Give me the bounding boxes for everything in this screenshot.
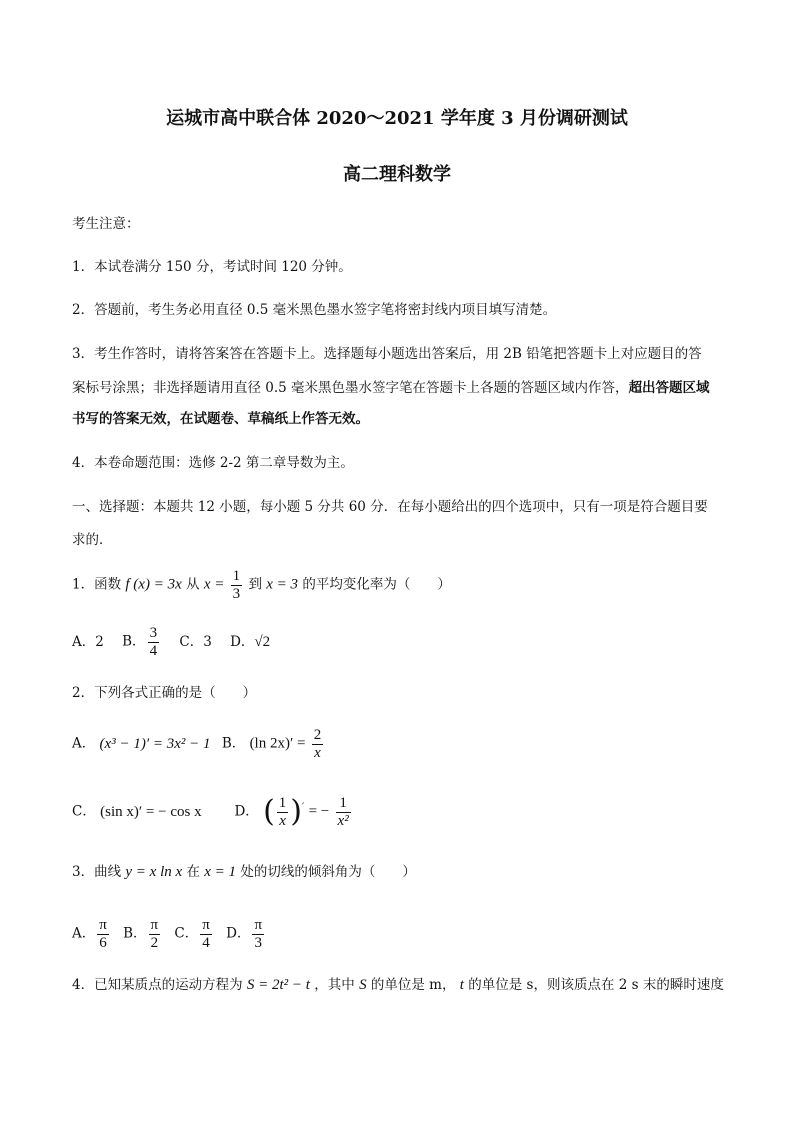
- q3-option-b-num: π: [150, 917, 159, 933]
- q2-option-d-eq: = −: [308, 803, 330, 820]
- q3-option-d: [226, 917, 266, 951]
- q3-options: [72, 917, 274, 951]
- q2-option-d-den: x²: [337, 812, 349, 829]
- q4-mid-2: 的单位是 m，: [370, 977, 456, 993]
- q1-options: [72, 625, 284, 659]
- question-3: [72, 862, 416, 882]
- q2-options-row-1: [72, 727, 325, 761]
- q1-from: 从: [186, 576, 200, 593]
- notice-item-3-line-3: 书写的答案无效，在试题卷、草稿纸上作答无效。: [72, 411, 369, 427]
- q2-option-b-lhs: (ln 2x)′ =: [249, 735, 306, 752]
- q1-option-d-value: √2: [254, 633, 271, 650]
- q2-option-a-label: A．: [72, 735, 96, 752]
- q1-option-b-den: 4: [149, 642, 158, 659]
- q1-option-d-label: D．: [230, 633, 255, 650]
- q3-option-c-label: C．: [174, 925, 199, 942]
- q3-prefix: 3．曲线: [72, 864, 122, 880]
- q1-option-b-num: 3: [149, 625, 158, 641]
- q2-option-d-inner-num: 1: [278, 795, 287, 811]
- q1-fraction: [231, 568, 243, 602]
- q2-option-a-expr: (x³ − 1)′ = 3x² − 1: [99, 735, 211, 752]
- q1-option-b-label: B．: [122, 633, 146, 650]
- q2-option-d-num: 1: [336, 795, 351, 813]
- notice-item-2: 2．答题前，考生务必用直径 0.5 毫米黑色墨水签字笔将密封线内项目填写清楚。: [72, 302, 557, 318]
- q3-option-c: [174, 917, 213, 951]
- q4-mid-1: ，其中: [314, 977, 355, 993]
- q2-option-b-label: B．: [221, 735, 246, 752]
- q4-equation: S = 2t² − t: [246, 977, 310, 993]
- q3-option-b: [123, 917, 162, 951]
- q1-x-start-label: x =: [203, 576, 225, 593]
- q3-suffix: 处的切线的倾斜角为（ ）: [240, 864, 416, 880]
- question-2: 2．下列各式正确的是（ ）: [72, 685, 257, 701]
- q3-option-b-label: B．: [123, 925, 147, 942]
- q3-option-d-den: 3: [254, 934, 262, 951]
- q3-option-d-label: D．: [226, 925, 251, 942]
- q3-option-d-num: π: [254, 917, 263, 933]
- notice-item-3-normal-text: 案标号涂黑；非选择题请用直径 0.5 毫米黑色墨水签字笔在答题卡上各题的答题区域内作答，: [72, 380, 629, 396]
- q2-option-c-label: C．: [72, 803, 96, 820]
- q1-x-end: x = 3: [266, 576, 299, 593]
- q1-option-d: [230, 632, 270, 652]
- q1-frac-denominator: 3: [232, 585, 241, 602]
- question-1: [72, 568, 451, 602]
- q4-prefix: 4．已知某质点的运动方程为: [72, 977, 243, 993]
- q4-suffix: 的单位是 s，则该质点在 2 s 末的瞬时速度: [468, 977, 724, 993]
- q1-to: 到: [248, 576, 262, 593]
- q3-option-a-num: π: [99, 917, 107, 933]
- q3-curve: y = x ln x: [125, 864, 183, 880]
- q3-option-a: [72, 917, 111, 951]
- q3-option-c-num: π: [202, 917, 210, 933]
- notice-item-4: 4．本卷命题范围：选修 2-2 第二章导数为主。: [72, 455, 354, 471]
- notice-item-1: 1．本试卷满分 150 分，考试时间 120 分钟。: [72, 259, 352, 275]
- question-4: [72, 975, 724, 995]
- q4-t-symbol: t: [459, 977, 464, 993]
- exam-title: 运城市高中联合体 2020～2021 学年度 3 月份调研测试: [166, 108, 628, 129]
- q3-at: 在: [186, 864, 200, 880]
- q3-option-b-den: 2: [150, 934, 159, 951]
- q1-function: f (x) = 3x: [125, 576, 182, 593]
- q1-option-b: [122, 625, 161, 659]
- section-heading-line-1: 一、选择题：本题共 12 小题，每小题 5 分共 60 分．在每小题给出的四个选项中，只有一项是符合题目要: [72, 499, 708, 515]
- q2-option-d-label: D．: [234, 803, 259, 820]
- section-heading-line-2: 求的．: [72, 532, 113, 548]
- notice-item-3-bold-text: 超出答题区域: [628, 380, 710, 396]
- q2-option-c-expr: (sin x)′ = − cos x: [100, 803, 202, 820]
- q2-option-b-num: 2: [313, 727, 322, 743]
- notice-item-3-line-1: 3．考生作答时，请将答案答在答题卡上。选择题每小题选出答案后，用 2B 铅笔把答题卡上对应题目的答: [72, 346, 702, 362]
- q1-option-c: C．3: [179, 633, 212, 650]
- q1-frac-numerator: 1: [232, 568, 241, 584]
- q2-option-b-den: x: [314, 744, 321, 761]
- notice-item-3-line-2: [72, 378, 710, 398]
- notice-heading: 考生注意：: [72, 216, 140, 232]
- q3-option-a-label: A．: [72, 925, 96, 942]
- q1-suffix: 的平均变化率为（ ）: [302, 576, 451, 593]
- q1-option-a: A．2: [72, 633, 104, 650]
- q1-prefix: 1．函数: [72, 576, 122, 593]
- exam-subtitle: 高二理科数学: [343, 164, 451, 185]
- q2-options-row-2: C． (sin x)′ = − cos x D． ( $\frac{1}{x}$ )′ = − $\frac{1}{\text{x²}}$: [72, 794, 349, 829]
- q3-option-a-den: 6: [99, 934, 107, 951]
- q3-option-c-den: 4: [202, 934, 210, 951]
- q3-point: x = 1: [204, 864, 237, 880]
- q4-s-symbol: S: [359, 977, 367, 993]
- q2-option-d-inner-den: x: [279, 812, 286, 829]
